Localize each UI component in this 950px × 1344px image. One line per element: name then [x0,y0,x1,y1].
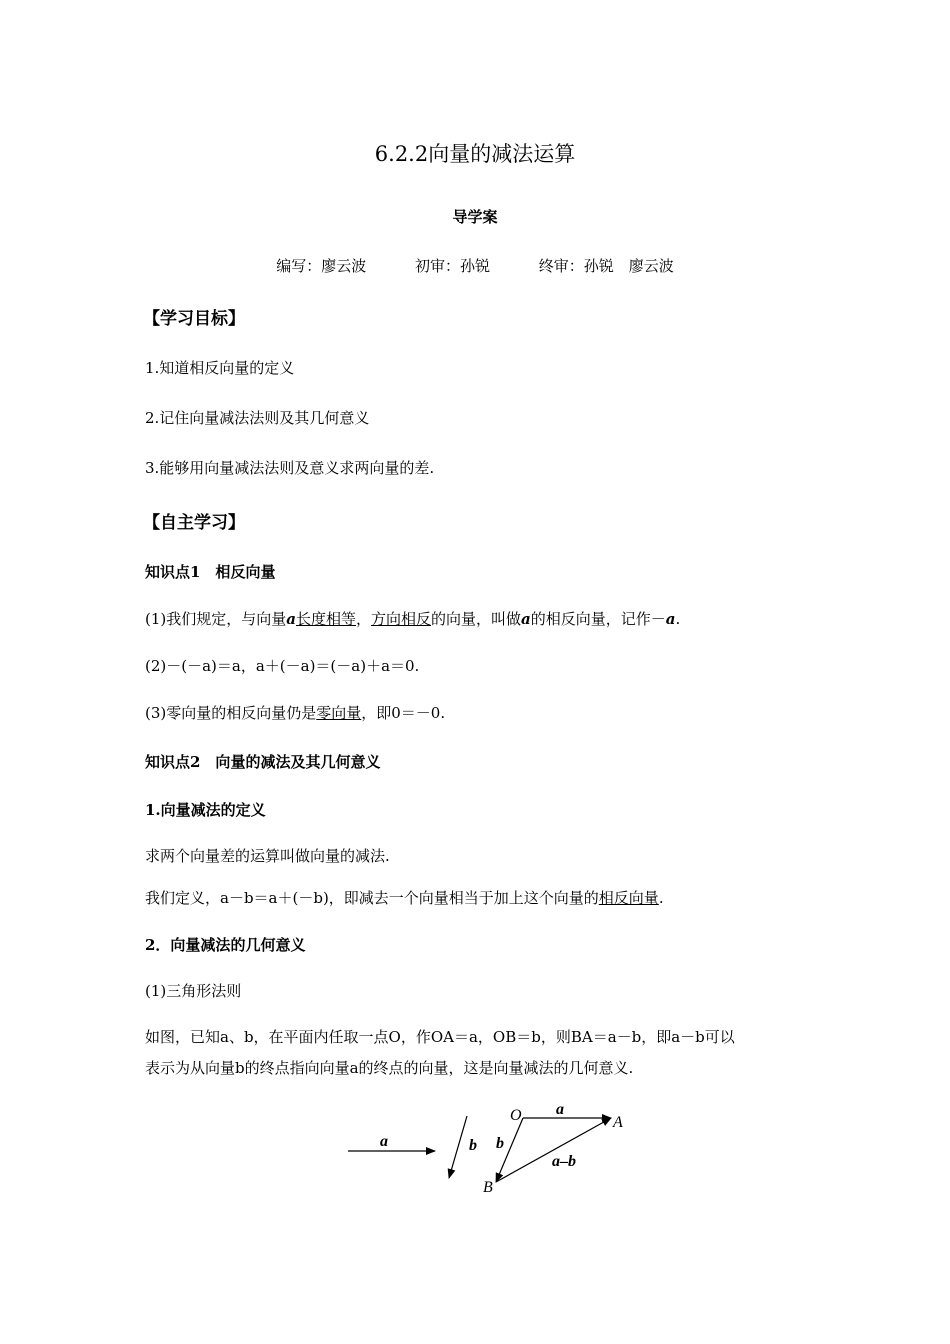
triangle-rule: (1)三角形法则 [145,982,242,1000]
label-b2: b [496,1135,504,1152]
description-line-2: 表示为从向量b的终点指向向量a的终点的向量，这是向量减法的几何意义. [145,1059,634,1077]
objective-2: 2.记住向量减法法则及其几何意义 [145,409,370,427]
description-line-1: 如图，已知a、b，在平面内任取一点O，作OA＝a，OB＝b，则BA＝a－b，即a－b可以 [145,1028,735,1046]
subtraction-definition-title: 1.向量减法的定义 [145,801,266,819]
label-A: A [613,1114,623,1131]
blank-direction-opposite: 方向相反 [371,610,432,628]
objectives-heading: 【学习目标】 [143,309,245,329]
label-a1: a [380,1133,388,1150]
page-title: 6.2.2向量的减法运算 [374,142,576,166]
blank-opposite-vector: 相反向量 [598,889,659,907]
label-a-minus-b: a–b [552,1153,576,1170]
writer: 编写：廖云波 [276,257,367,275]
vector-BA-arrow [496,1118,611,1182]
kp2-title: 知识点2 向量的减法及其几何意义 [145,753,381,771]
kp1-paragraph-3: (3)零向量的相反向量仍是零向量，即0＝－0. [145,704,446,722]
subtitle: 导学案 [452,208,498,226]
vector-b-arrow [449,1116,467,1178]
blank-length-equal: 长度相等 [295,610,356,628]
first-review: 初审：孙锐 [414,257,490,275]
geometric-meaning-title: 2．向量减法的几何意义 [145,936,306,954]
kp1-paragraph-2: (2)－(－a)＝a，a＋(－a)＝(－a)＋a＝0. [145,657,420,675]
definition-text-2: 我们定义，a－b＝a＋(－b)，即减去一个向量相当于加上这个向量的相反向量. [145,889,664,907]
final-review: 终审：孙锐 廖云波 [538,257,674,275]
label-b1: b [469,1137,477,1154]
kp1-title: 知识点1 相反向量 [145,563,276,581]
blank-zero-vector: 零向量 [316,704,362,722]
label-B: B [483,1179,493,1196]
objective-3: 3.能够用向量减法法则及意义求两向量的差. [145,459,435,477]
label-a2: a [556,1101,564,1118]
self-study-heading: 【自主学习】 [143,513,245,533]
objective-1: 1.知道相反向量的定义 [145,359,295,377]
kp1-paragraph-1: (1)我们规定，与向量a长度相等，方向相反的向量，叫做a的相反向量，记作－a. [145,610,681,628]
label-O: O [510,1107,522,1124]
definition-text-1: 求两个向量差的运算叫做向量的减法. [145,847,390,865]
